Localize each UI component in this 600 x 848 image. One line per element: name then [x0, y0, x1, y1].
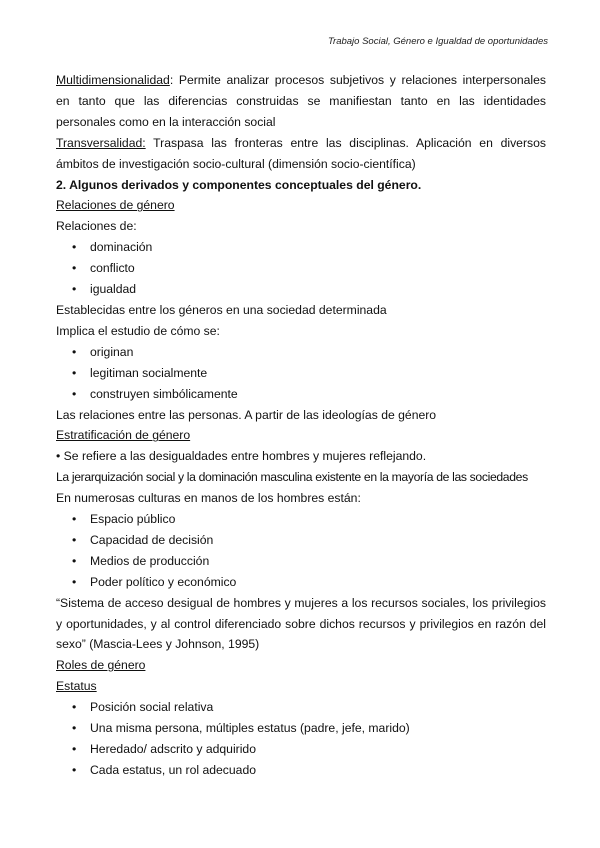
- list-item: • legitiman socialmente: [72, 365, 208, 380]
- relaciones-line3: Las relaciones entre las personas. A partir de las ideologías de género: [56, 407, 437, 422]
- list-item: • Medios de producción: [72, 553, 210, 568]
- list-item: • Cada estatus, un rol adecuado: [72, 762, 257, 777]
- relaciones-title: Relaciones de género: [56, 198, 175, 213]
- relaciones-intro: Relaciones de:: [56, 219, 137, 234]
- list-item: • Una misma persona, múltiples estatus (padre, jefe, marido): [72, 721, 410, 736]
- estatus-list: [56, 697, 546, 781]
- section-heading: 2. Algunos derivados y componentes conceptuales del género.: [56, 177, 422, 192]
- list-item: • igualdad: [72, 282, 137, 297]
- list-item: • originan: [72, 344, 134, 359]
- running-header: Trabajo Social, Género e Igualdad de oportunidades: [327, 36, 548, 47]
- list-item: • conflicto: [72, 261, 135, 276]
- multidimensionalidad-paragraph: [56, 70, 546, 133]
- multidimensionalidad-text: : Permite analizar procesos subjetivos y relaciones interpersonales en tanto que las diferencias construidas se manifiestan tanto en las identidades personales como en la interacción social: [56, 73, 546, 129]
- list-item: • Poder político y económico: [72, 574, 237, 589]
- relaciones-line2: Implica el estudio de cómo se:: [56, 323, 220, 338]
- list-item: • Heredado/ adscrito y adquirido: [72, 742, 256, 756]
- list-item: • Posición social relativa: [72, 700, 214, 715]
- document-body: [56, 70, 546, 781]
- transversalidad-term: Transversalidad:: [56, 135, 146, 150]
- roles-title: Roles de género: [56, 658, 146, 673]
- list-item: • dominación: [72, 240, 153, 255]
- list-item: • construyen simbólicamente: [72, 386, 238, 401]
- estratificacion-line1: • Se refiere a las desigualdades entre hombres y mujeres reflejando.: [56, 449, 427, 464]
- estratificacion-line2: La jerarquización social y la dominación masculina existente en la mayoría de las sociedades: [56, 470, 528, 485]
- relaciones-line1: Establecidas entre los géneros en una sociedad determinada: [56, 302, 387, 317]
- estratificacion-line3: En numerosas culturas en manos de los hombres están:: [56, 491, 361, 506]
- transversalidad-text: Traspasa las fronteras entre las disciplinas. Aplicación en diversos ámbitos de investigación socio-cultural (dimensión socio-científica): [56, 135, 546, 171]
- multidimensionalidad-term: Multidimensionalidad: [56, 73, 170, 87]
- list-item: • Capacidad de decisión: [72, 532, 214, 547]
- list-item: • Espacio público: [72, 512, 176, 527]
- transversalidad-paragraph: [56, 133, 546, 175]
- estratificacion-title: Estratificación de género: [56, 428, 191, 443]
- estratificacion-quote: “Sistema de acceso desigual de hombres y mujeres a los recursos sociales, los privilegios y oportunidades, y al control diferenciado sobre dichos recursos y privilegios en razón del sexo” (Mascia-Lees y Johnson, 1995): [56, 595, 546, 652]
- estatus-title: Estatus: [56, 679, 97, 694]
- estratificacion-list: [56, 509, 546, 593]
- relaciones-list-2: [56, 342, 546, 405]
- relaciones-list: [56, 237, 546, 300]
